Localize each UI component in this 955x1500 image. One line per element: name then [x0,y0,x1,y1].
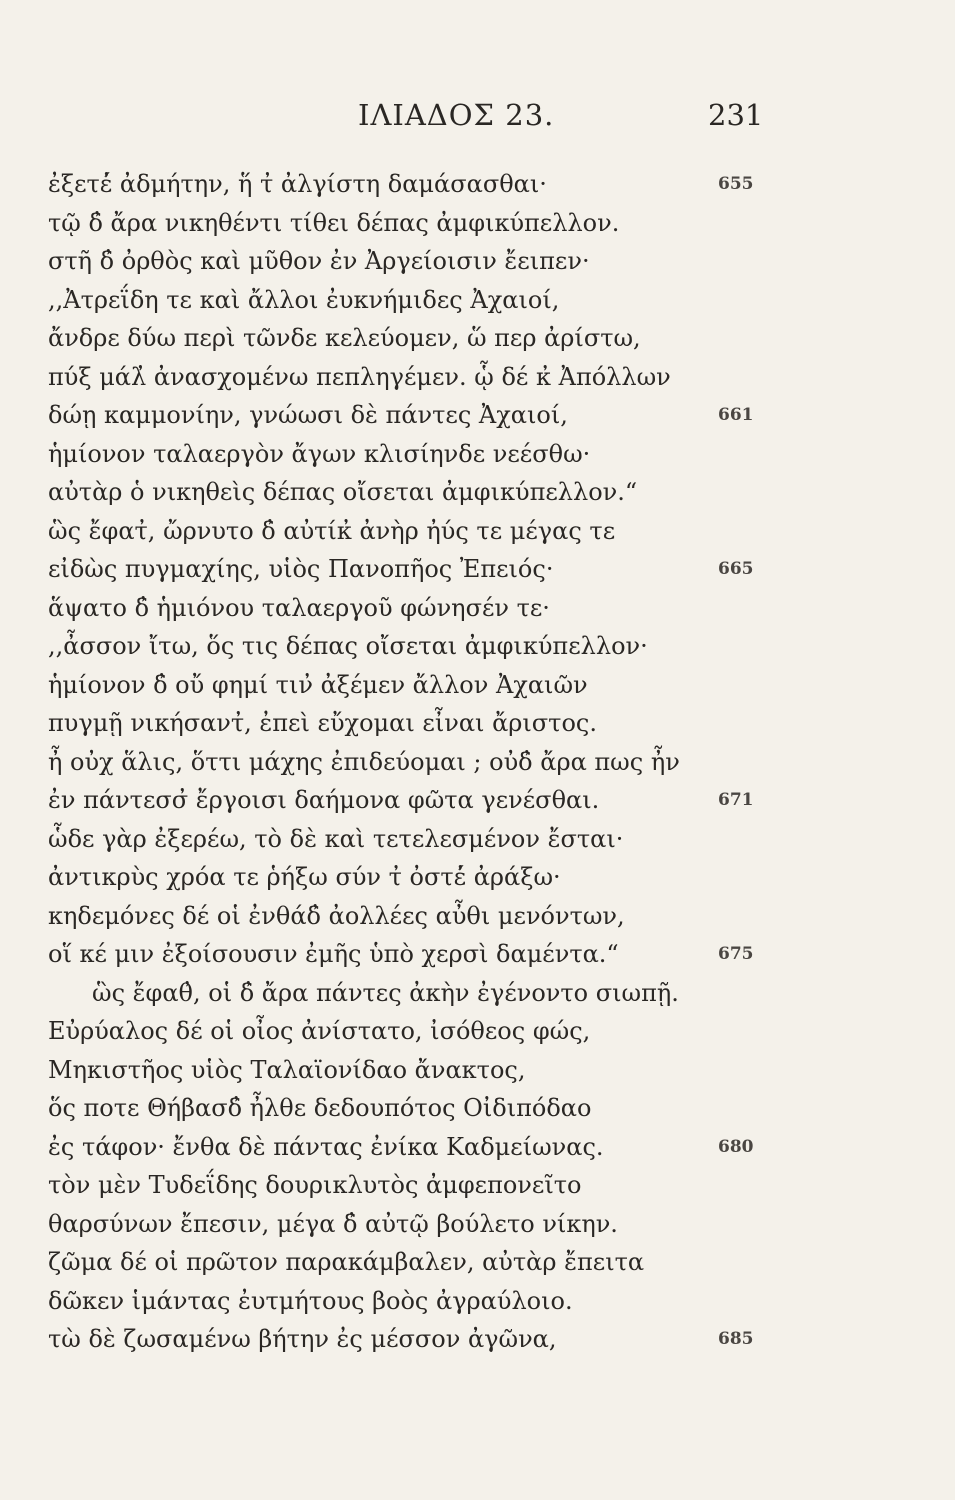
verse-text: πυγμῇ νικήσαντ̓, ἐπεὶ εὔχομαι εἶναι ἄριστος. [48,709,597,737]
verse-line [0,781,955,820]
verse-line [0,512,955,551]
verse-text: ἐν πάντεσσ̓ ἔργοισι δαήμονα φῶτα γενέσθαι. [48,786,600,814]
verse-line [0,165,955,204]
line-number: 655 [718,174,754,194]
verse-line [0,435,955,474]
verse-text: Μηκιστῆος υἱὸς Ταλαϊονίδαο ἄνακτος, [48,1055,526,1084]
verse-text: ζῶμα δέ οἱ πρῶτον παρακάμβαλεν, αὐτὰρ ἔπειτα [48,1248,645,1276]
verse-line [0,1051,955,1090]
verse-text: ,,ἆσσον ἴτω, ὅς τις δέπας οἴσεται ἀμφικύπελλον· [48,632,648,660]
verse-text: τῷ δ̓ ἄρα νικηθέντι τίθει δέπας ἀμφικύπελλον. [48,208,620,237]
verse-line [0,1012,955,1051]
verse-line [0,1089,955,1128]
page-number: 231 [708,98,764,132]
verse-line [0,1320,955,1359]
verse-text: ,,Ἀτρεΐδη τε καὶ ἄλλοι ἐυκνήμιδες Ἀχαιοί, [48,285,560,314]
verse-line [0,897,955,936]
verse-text: ἐξετέ̓ ἀδμήτην, ἥ τ̓ ἀλγίστη δαμάσασθαι· [48,170,547,198]
verse-text: ἐς τάφον· ἔνθα δὲ πάντας ἐνίκα Καδμείωνας. [48,1132,604,1161]
verse-text: ἡμίονον δ̓ οὔ φημί τιν̓ ἀξέμεν ἄλλον Ἀχαιῶν [48,670,588,699]
verse-text: ὅς ποτε Θήβασδ̓ ἦλθε δεδουπότος Οἰδιπόδαο [48,1094,592,1122]
verse-text: κηδεμόνες δέ οἱ ἐνθάδ̓ ἀολλέες αὖθι μενόντων, [48,901,625,930]
verse-text: τὼ δὲ ζωσαμένω βήτην ἐς μέσσον ἀγῶνα, [48,1325,557,1353]
verse-text: ὧδε γὰρ ἐξερέω, τὸ δὲ καὶ τετελεσμένον ἔσται· [48,824,624,853]
verse-text: ἄνδρε δύω περὶ τῶνδε κελεύομεν, ὥ περ ἀρίστω, [48,324,641,352]
line-number: 661 [718,405,754,425]
verse-line [0,627,955,666]
verse-line [0,974,955,1013]
verse-text: ἡμίονον ταλαεργὸν ἄγων κλισίηνδε νεέσθω· [48,439,591,468]
verse-line [0,473,955,512]
verse-text: δῶκεν ἱμάντας ἐυτμήτους βοὸς ἀγραύλοιο. [48,1286,573,1315]
line-number: 665 [718,559,754,579]
verse-text: θαρσύνων ἔπεσιν, μέγα δ̓ αὐτῷ βούλετο νίκην. [48,1209,618,1238]
verse-line [0,1282,955,1321]
verse-line [0,319,955,358]
verse-line [0,1205,955,1244]
verse-line [0,358,955,397]
line-number: 680 [718,1136,754,1157]
running-header [0,98,955,138]
verse-line [0,820,955,859]
verse-line [0,242,955,281]
verse-line [0,1166,955,1205]
verse-text: ἀντικρὺς χρόα τε ῥήξω σύν τ̓ ὀστέ̓ ἀράξω· [48,863,561,891]
verse-line [0,1128,955,1167]
verse-line [0,935,955,974]
verse-text: ὣς ἔφαθ̓, οἱ δ̓ ἄρα πάντες ἀκὴν ἐγένοντο σιωπῇ. [92,978,679,1007]
header-title: ΙΛΙΑΔΟΣ 23. [358,98,555,132]
verse-text: τὸν μὲν Τυδεΐδης δουρικλυτὸς ἀμφεπονεῖτο [48,1171,582,1199]
verse-line [0,550,955,589]
verse-line [0,743,955,782]
verse-text: οἵ κέ μιν ἐξοίσουσιν ἐμῆς ὑπὸ χερσὶ δαμέντα.“ [48,940,619,968]
verse-line [0,204,955,243]
verse-block [0,165,955,1359]
verse-text: δώῃ καμμονίην, γνώωσι δὲ πάντες Ἀχαιοί, [48,401,568,429]
verse-text: ἦ οὐχ ἅλις, ὅττι μάχης ἐπιδεύομαι ; οὐδ̓ ἄρα πως ἦν [48,747,680,776]
verse-text: στῆ δ̓ ὀρθὸς καὶ μῦθον ἐν Ἀργείοισιν ἔειπεν· [48,247,590,275]
line-number: 671 [718,790,754,810]
verse-line [0,1243,955,1282]
verse-text: ὣς ἔφατ̓, ὤρνυτο δ̓ αὐτίκ̓ ἀνὴρ ἠύς τε μέγας τε [48,516,616,545]
verse-line [0,858,955,897]
verse-text: αὐτὰρ ὁ νικηθεὶς δέπας οἴσεται ἀμφικύπελλον.“ [48,478,638,506]
verse-line [0,396,955,435]
verse-line [0,704,955,743]
line-number: 685 [718,1329,754,1349]
verse-text: εἰδὼς πυγμαχίης, υἱὸς Πανοπῆος Ἐπειός· [48,555,554,583]
verse-text: πύξ μάλ̓ ἀνασχομένω πεπληγέμεν. ᾧ δέ κ̓ Ἀπόλλων [48,362,671,391]
verse-line [0,666,955,705]
line-number: 675 [718,944,754,964]
verse-text: Εὐρύαλος δέ οἱ οἶος ἀνίστατο, ἰσόθεος φώς, [48,1017,591,1045]
verse-line [0,589,955,628]
verse-line [0,281,955,320]
verse-text: ἅψατο δ̓ ἡμιόνου ταλαεργοῦ φώνησέν τε· [48,593,550,622]
